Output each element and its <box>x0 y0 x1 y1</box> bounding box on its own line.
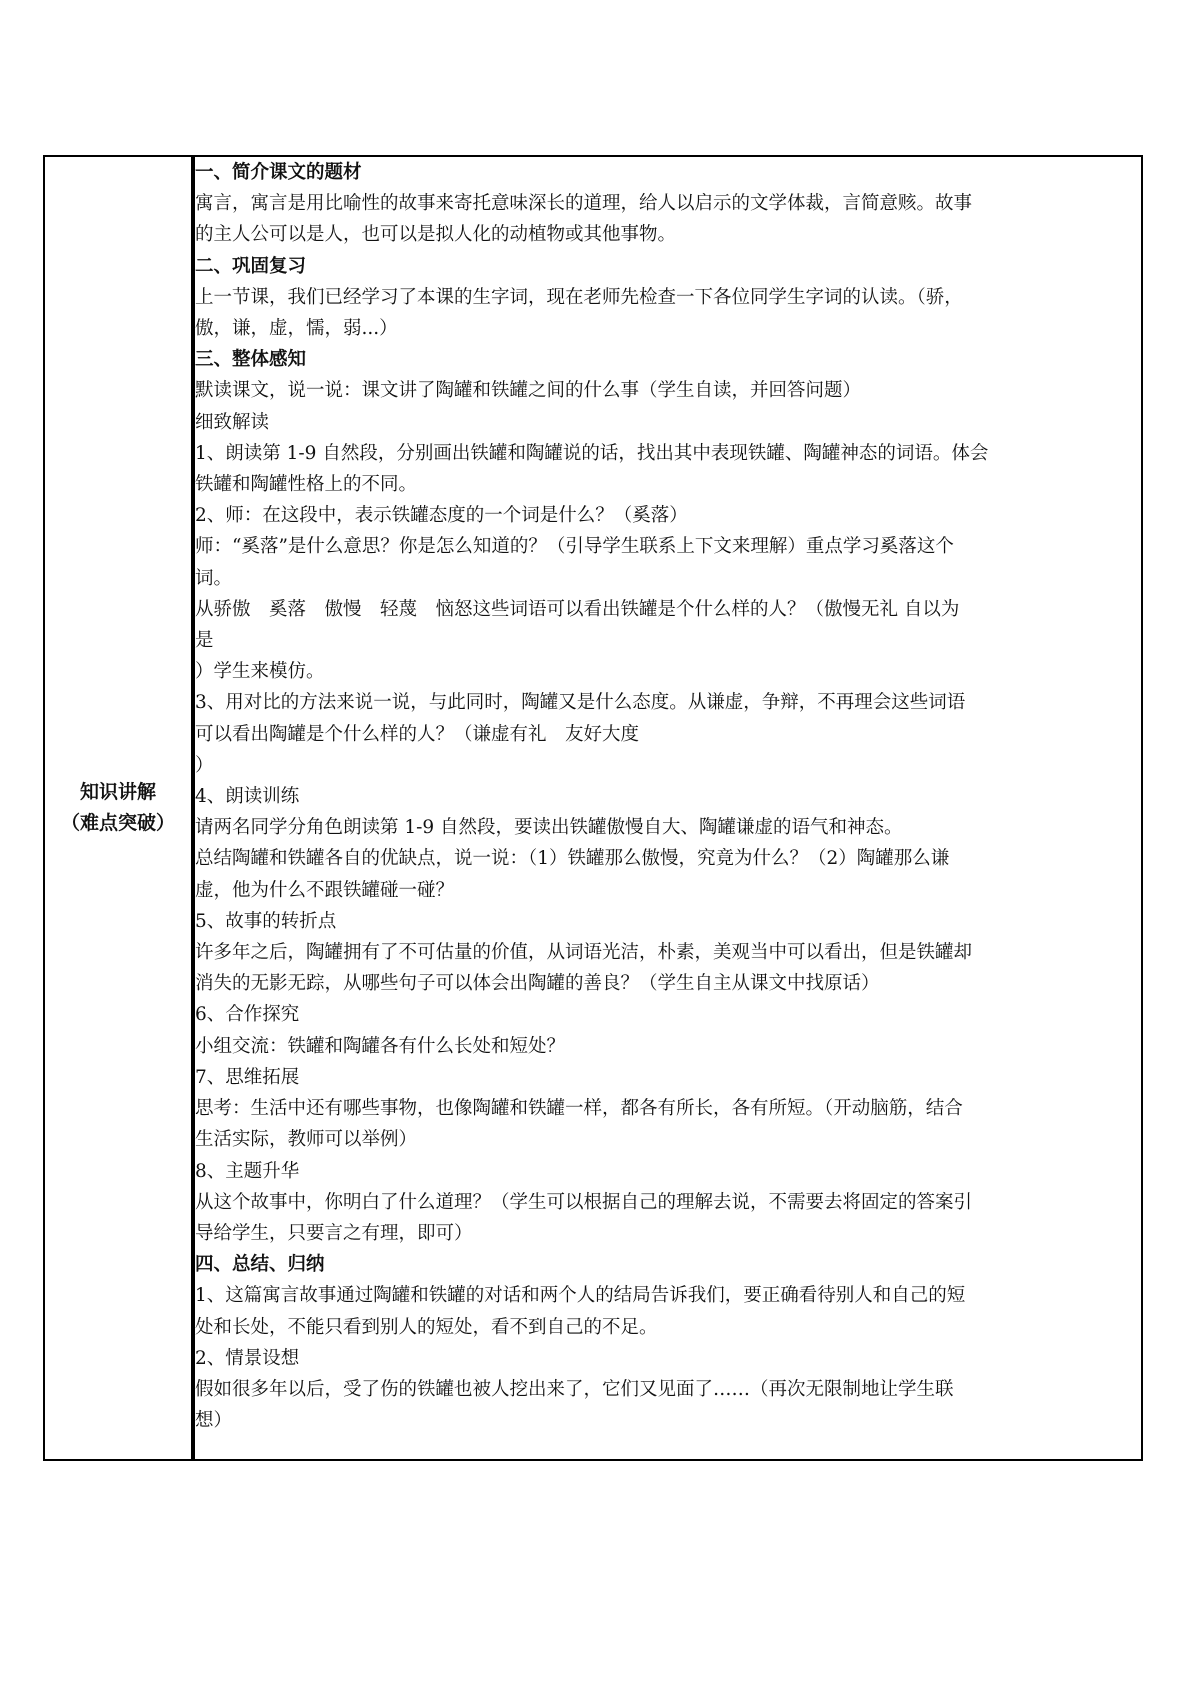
content-line: 导给学生，只要言之有理，即可） <box>195 1222 473 1244</box>
content-line: 假如很多年以后，受了伤的铁罐也被人挖出来了，它们又见面了……（再次无限制地让学生联 <box>195 1378 954 1400</box>
content-line: 7、思维拓展 <box>195 1066 300 1088</box>
content-line: 铁罐和陶罐性格上的不同。 <box>195 474 418 496</box>
section-label-cell <box>44 156 193 1460</box>
content-line: 4、朗读训练 <box>195 786 300 808</box>
content-line: 5、故事的转折点 <box>195 910 337 932</box>
content-line: 师：“奚落”是什么意思？你是怎么知道的？（引导学生联系上下文来理解）重点学习奚落这个 <box>195 536 954 558</box>
content-line: 思考：生活中还有哪些事物，也像陶罐和铁罐一样，都各有所长，各有所短。（开动脑筋，结合 <box>195 1098 963 1120</box>
section-label <box>45 777 191 839</box>
section-label-line2: （难点突破） <box>60 812 175 834</box>
content-line: 虚，他为什么不跟铁罐碰一碰？ <box>195 879 455 901</box>
table-row <box>44 156 1142 1460</box>
content-line: 傲，谦，虚，懦，弱...） <box>195 318 398 340</box>
content-line: 2、师：在这段中，表示铁罐态度的一个词是什么？（奚落） <box>195 505 688 527</box>
section-heading: 二、巩固复习 <box>195 255 307 277</box>
content-line: 8、主题升华 <box>195 1160 300 1182</box>
content-line: 想） <box>195 1410 233 1432</box>
section-heading: 四、总结、归纳 <box>195 1254 325 1276</box>
content-line: 处和长处，不能只看到别人的短处，看不到自己的不足。 <box>195 1316 658 1338</box>
content-line: 的主人公可以是人，也可以是拟人化的动植物或其他事物。 <box>195 224 677 246</box>
content-line: 从骄傲 奚落 傲慢 轻蔑 恼怒这些词语可以看出铁罐是个什么样的人？（傲慢无礼 自以为 <box>195 598 960 620</box>
content-line: 可以看出陶罐是个什么样的人？（谦虚有礼 友好大度 <box>195 723 640 745</box>
section-heading: 三、整体感知 <box>195 349 307 371</box>
content-line: 词。 <box>195 567 233 589</box>
section-label-line1: 知识讲解 <box>79 781 156 803</box>
section-heading: 一、简介课文的题材 <box>195 162 362 183</box>
lesson-content <box>195 157 1141 1436</box>
content-line: ） <box>195 754 214 776</box>
content-line: 寓言，寓言是用比喻性的故事来寄托意味深长的道理，给人以启示的文学体裁，言简意赅。故事 <box>195 193 973 215</box>
content-line: 1、这篇寓言故事通过陶罐和铁罐的对话和两个人的结局告诉我们，要正确看待别人和自己的短 <box>195 1285 966 1307</box>
lesson-table <box>43 155 1143 1461</box>
content-line: 请两名同学分角色朗读第 1-9 自然段，要读出铁罐傲慢自大、陶罐谦虚的语气和神态。 <box>195 817 903 839</box>
content-line: 上一节课，我们已经学习了本课的生字词，现在老师先检查一下各位同学生字词的认读。（骄， <box>195 286 963 308</box>
content-line: 是 <box>195 630 214 652</box>
content-line: 3、用对比的方法来说一说，与此同时，陶罐又是什么态度。从谦虚，争辩，不再理会这些词语 <box>195 692 966 714</box>
content-line: 默读课文，说一说：课文讲了陶罐和铁罐之间的什么事（学生自读，并回答问题） <box>195 380 862 402</box>
content-line: 消失的无影无踪，从哪些句子可以体会出陶罐的善良？（学生自主从课文中找原话） <box>195 973 880 995</box>
content-line: 小组交流：铁罐和陶罐各有什么长处和短处？ <box>195 1035 566 1057</box>
content-line: 生活实际，教师可以举例） <box>195 1129 418 1151</box>
content-line: 2、情景设想 <box>195 1347 300 1369</box>
content-line: 许多年之后，陶罐拥有了不可估量的价值，从词语光洁，朴素，美观当中可以看出，但是铁罐却 <box>195 942 973 964</box>
content-line: 从这个故事中，你明白了什么道理？（学生可以根据自己的理解去说，不需要去将固定的答案引 <box>195 1191 973 1213</box>
content-line: 总结陶罐和铁罐各自的优缺点，说一说：（1）铁罐那么傲慢，究竟为什么？（2）陶罐那么谦 <box>195 848 950 870</box>
content-line: 6、合作探究 <box>195 1004 300 1026</box>
content-cell <box>193 156 1142 1460</box>
content-line: 细致解读 <box>195 411 270 433</box>
content-line: ）学生来模仿。 <box>195 661 325 683</box>
content-line: 1、朗读第 1-9 自然段，分别画出铁罐和陶罐说的话，找出其中表现铁罐、陶罐神态的词语。体会 <box>195 442 989 464</box>
